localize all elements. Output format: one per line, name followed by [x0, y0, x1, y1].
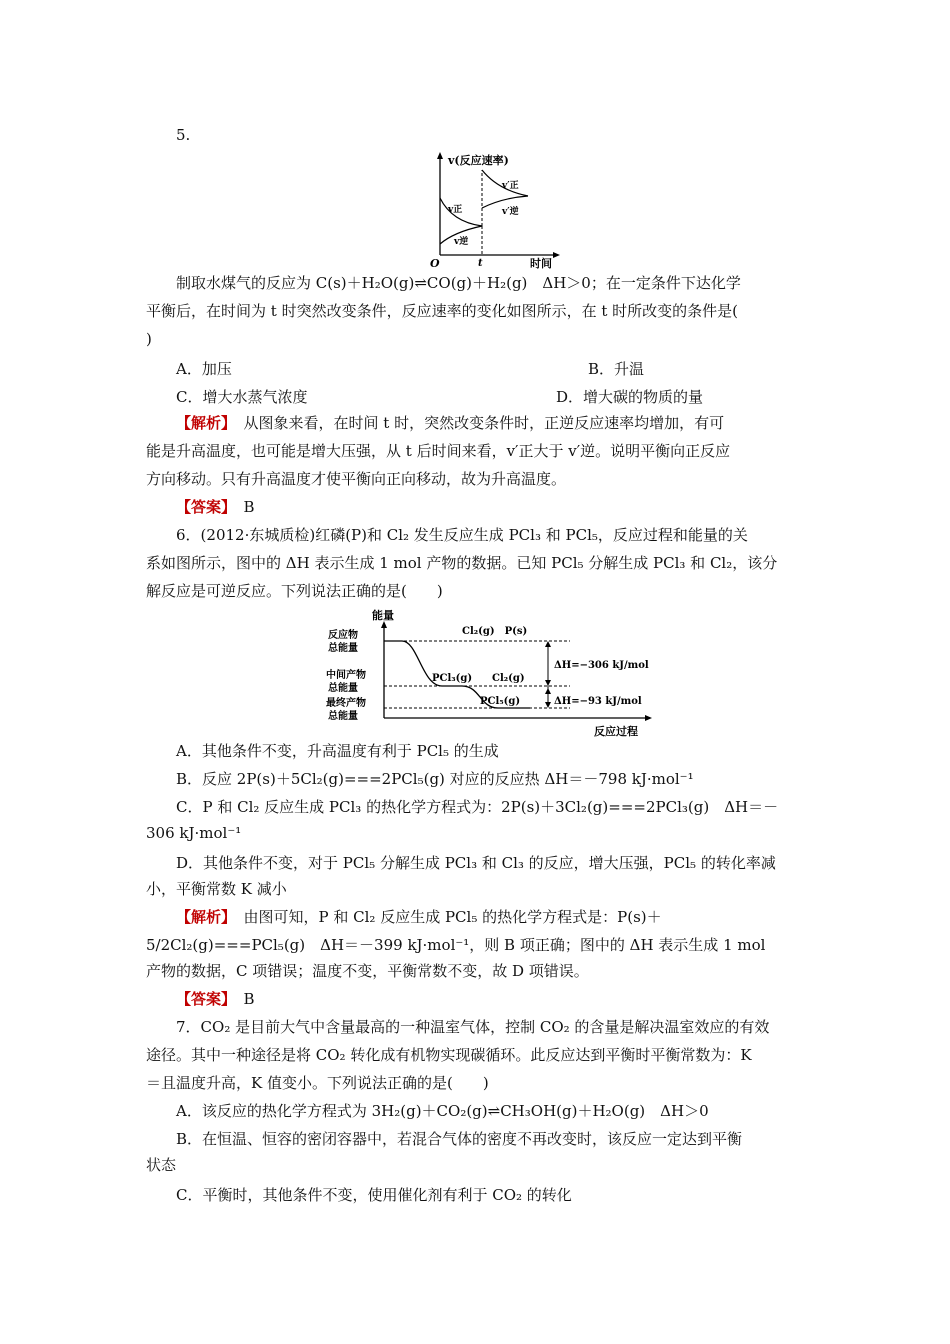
q7-option-c: C．平衡时，其他条件不变，使用催化剂有利于 CO₂ 的转化 [176, 1186, 572, 1204]
q7-option-b-2: 状态 [146, 1156, 177, 1174]
q6-option-d-1: D．其他条件不变，对于 PCl₅ 分解生成 PCl₃ 和 Cl₃ 的反应，增大压强，PCl₅ 的转化率减 [176, 854, 776, 872]
q5-options-cd [176, 386, 704, 408]
species-cl2-p: Cl₂(g) P(s) [462, 626, 528, 637]
q5-number: 5. [176, 126, 191, 144]
species-pcl3: PCl₃(g) [432, 673, 473, 684]
answer-tag: 【答案】 [176, 990, 229, 1008]
q6-option-c-1: C．P 和 Cl₂ 反应生成 PCl₃ 的热化学方程式为：2P(s)＋3Cl₂(g)===2PCl₃(g) ΔH＝－ [176, 798, 779, 816]
analysis-tag: 【解析】 [176, 908, 229, 926]
q6-analysis-3: 产物的数据，C 项错误；温度不变，平衡常数不变，故 D 项错误。 [146, 962, 589, 980]
q5-option-b: B．升温 [588, 360, 645, 378]
q5-answer: 【答案】 B [176, 498, 255, 516]
delta-h-2: ΔH=−93 kJ/mol [554, 696, 642, 707]
q7-option-b-1: B．在恒温、恒容的密闭容器中，若混合气体的密度不再改变时，该反应一定达到平衡 [176, 1130, 743, 1148]
q6-analysis-1: 【解析】 由图可知，P 和 Cl₂ 反应生成 PCl₅ 的热化学方程式是：P(s)＋ [176, 908, 662, 926]
level-intermediate-2: 总能量 [328, 683, 358, 694]
q6-option-b: B．反应 2P(s)＋5Cl₂(g)===2PCl₅(g) 对应的反应热 ΔH＝－798 kJ·mol⁻¹ [176, 770, 694, 788]
q7-stem-1: 7．CO₂ 是目前大气中含量最高的一种温室气体，控制 CO₂ 的含量是解决温室效应的有效 [176, 1018, 770, 1036]
energy-xlabel: 反应过程 [594, 725, 638, 738]
energy-ylabel: 能量 [372, 609, 394, 622]
q5-options-ab [176, 358, 676, 380]
energy-diagram [322, 605, 662, 740]
q6-answer: 【答案】 B [176, 990, 255, 1008]
level-reactant-1: 反应物 [328, 630, 358, 641]
q6-option-a: A．其他条件不变，升高温度有利于 PCl₅ 的生成 [176, 742, 499, 760]
label-v2-fwd: v′正 [502, 181, 519, 191]
q5-analysis-2: 能是升高温度，也可能是增大压强，从 t 后时间来看，v′正大于 v′逆。说明平衡向正反应 [146, 442, 731, 460]
q6-option-d-2: 小，平衡常数 K 减小 [146, 880, 287, 898]
label-v2-rev: v′逆 [502, 207, 519, 217]
q7-option-a: A．该反应的热化学方程式为 3H₂(g)＋CO₂(g)⇌CH₃OH(g)＋H₂O(g) ΔH＞0 [176, 1102, 709, 1120]
q6-stem-2: 系如图所示，图中的 ΔH 表示生成 1 mol 产物的数据。已知 PCl₅ 分解生成 PCl₃ 和 Cl₂，该分 [146, 554, 778, 572]
q5-stem-2: 平衡后，在时间为 t 时突然改变条件，反应速率的变化如图所示，在 t 时所改变的条件是( [146, 302, 738, 320]
delta-h-1: ΔH=−306 kJ/mol [554, 660, 649, 671]
q6-stem-3: 解反应是可逆反应。下列说法正确的是( ) [146, 582, 443, 600]
level-intermediate-1: 中间产物 [326, 670, 366, 681]
graph-origin: O [430, 257, 440, 270]
q5-option-d: D．增大碳的物质的量 [556, 388, 704, 406]
level-reactant-2: 总能量 [328, 643, 358, 654]
graph-xlabel: 时间 [530, 257, 552, 270]
level-product-1: 最终产物 [326, 698, 366, 709]
q6-analysis-2: 5/2Cl₂(g)===PCl₅(g) ΔH＝－399 kJ·mol⁻¹，则 B 项正确；图中的 ΔH 表示生成 1 mol [146, 936, 766, 954]
q7-stem-2: 途径。其中一种途径是将 CO₂ 转化成有机物实现碳循环。此反应达到平衡时平衡常数为：K [146, 1046, 752, 1064]
graph-t: t [478, 258, 483, 269]
graph-ylabel: v(反应速率) [448, 154, 509, 167]
q5-option-c: C．增大水蒸气浓度 [176, 388, 308, 406]
rate-time-graph [398, 150, 568, 270]
q5-stem-3: ) [146, 330, 152, 348]
q5-option-a: A．加压 [176, 360, 232, 378]
q5-analysis-3: 方向移动。只有升高温度才使平衡向正向移动，故为升高温度。 [146, 470, 567, 488]
q6-stem-1: 6．(2012·东城质检)红磷(P)和 Cl₂ 发生反应生成 PCl₃ 和 PCl₅，反应过程和能量的关 [176, 526, 748, 544]
label-v-fwd: v正 [448, 205, 463, 215]
q7-stem-3: ＝且温度升高，K 值变小。下列说法正确的是( ) [146, 1074, 489, 1092]
species-cl2: Cl₂(g) [492, 673, 525, 684]
analysis-tag: 【解析】 [176, 414, 229, 432]
label-v-rev: v逆 [454, 237, 469, 247]
q6-option-c-2: 306 kJ·mol⁻¹ [146, 824, 242, 842]
answer-tag: 【答案】 [176, 498, 229, 516]
level-product-2: 总能量 [328, 711, 358, 722]
q5-analysis-1: 【解析】 从图象来看，在时间 t 时，突然改变条件时，正逆反应速率均增加，有可 [176, 414, 725, 432]
species-pcl5: PCl₅(g) [480, 696, 521, 707]
q5-stem-1: 制取水煤气的反应为 C(s)＋H₂O(g)⇌CO(g)＋H₂(g) ΔH＞0；在一定条件下达化学 [176, 274, 741, 292]
